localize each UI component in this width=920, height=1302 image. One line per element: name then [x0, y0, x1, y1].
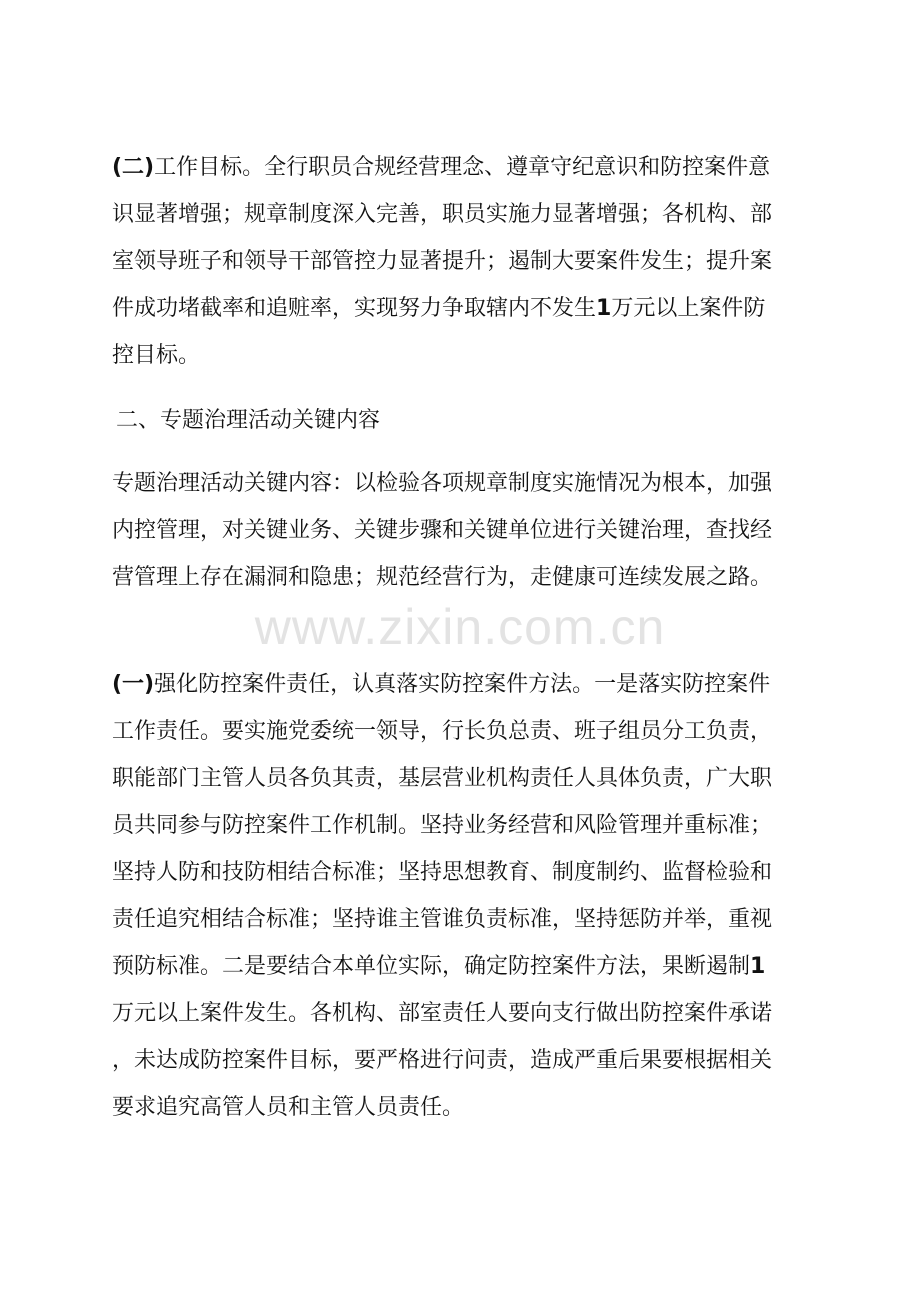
section-label: (一) — [112, 672, 155, 697]
text-line: 件成功堵截率和追赃率，实现努力争取辖内不发生1万元以上案件防 — [112, 296, 766, 321]
text-line: 专题治理活动关键内容：以检验各项规章制度实施情况为根本，加强 — [112, 471, 773, 496]
text-line: 识显著增强；规章制度深入完善，职员实施力显著增强；各机构、部 — [112, 202, 773, 227]
section-label: (二) — [112, 155, 155, 180]
paragraph-work-goal — [112, 144, 812, 379]
text-line: ，未达成防控案件目标，要严格进行问责，造成严重后果要根据相关 — [112, 1048, 773, 1073]
text-line: 控目标。 — [112, 343, 201, 368]
text-line: 职能部门主管人员各负其责，基层营业机构责任人具体负责，广大职 — [112, 766, 773, 791]
text-line: 室领导班子和领导干部管控力显著提升；遏制大要案件发生；提升案 — [112, 249, 773, 274]
text-line: 内控管理，对关键业务、关键步骤和关键单位进行关键治理，查找经 — [112, 518, 773, 543]
text-line: 预防标准。二是要结合本单位实际，确定防控案件方法，果断遏制1 — [112, 954, 766, 979]
paragraph-key-content — [112, 460, 812, 601]
text-line: 万元以上案件发生。各机构、部室责任人要向支行做出防控案件承诺 — [112, 1001, 773, 1026]
text-line: 责任追究相结合标准；坚持谁主管谁负责标准，坚持惩防并举，重视 — [112, 907, 773, 932]
watermark-text: www.zixin.com.cn — [254, 599, 666, 655]
text-line: (二)工作目标。全行职员合规经营理念、遵章守纪意识和防控案件意 — [112, 155, 771, 180]
paragraph-responsibility — [112, 661, 812, 1131]
text-line: 要求追究高管人员和主管人员责任。 — [112, 1095, 465, 1120]
text-line: 工作责任。要实施党委统一领导，行长负总责、班子组员分工负责， — [112, 719, 773, 744]
text-line: 营管理上存在漏洞和隐患；规范经营行为，走健康可连续发展之路。 — [112, 565, 773, 590]
text-line: 员共同参与防控案件工作机制。坚持业务经营和风险管理并重标准； — [112, 813, 773, 838]
section-heading-2: 二、专题治理活动关键内容 — [116, 408, 381, 433]
text-line: (一)强化防控案件责任，认真落实防控案件方法。一是落实防控案件 — [112, 672, 771, 697]
text-line: 坚持人防和技防相结合标准；坚持思想教育、制度制约、监督检验和 — [112, 860, 773, 885]
